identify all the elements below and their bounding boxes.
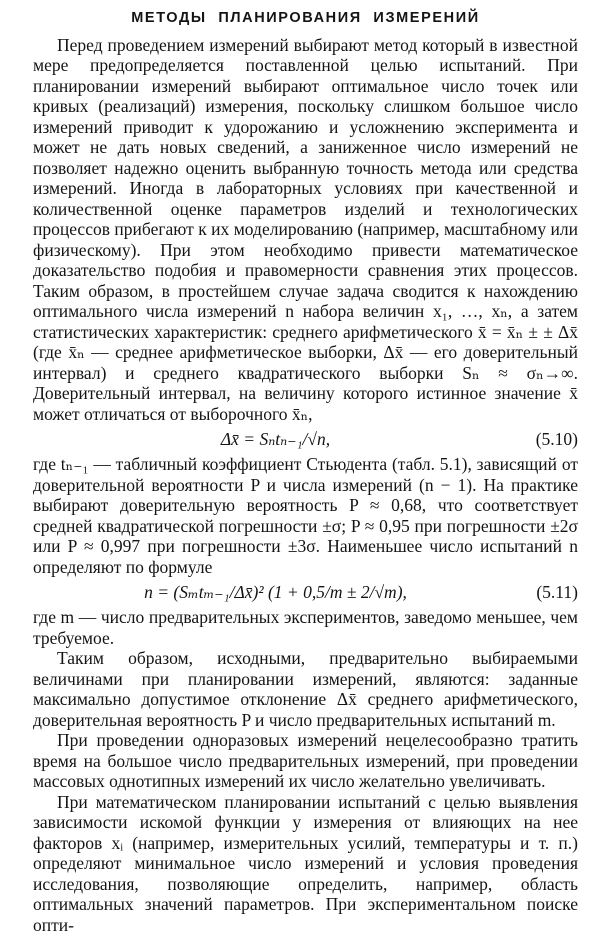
equation-5-11 [33, 577, 578, 607]
paragraph-3: где m — число предварительных экспериментов, заведомо меньшее, чем требуемое. [33, 607, 578, 648]
equation-formula: Δx̄ = Sₙtₙ₋₁/√n, [33, 429, 518, 450]
paragraph-6: При математическом планировании испытаний с целью выявления зависимости искомой функции y измерения от влияющих на нее факторов xᵢ (например, измерительных усилий, температуры и т. п.) определяют минимальное число измерений и условия проведения исследования, позволяющие определить, например, область оптимальных значений параметров. При экспериментальном поиске опти- [33, 792, 578, 935]
equation-5-10 [33, 424, 578, 454]
equation-number: (5.11) [518, 582, 578, 603]
section-title: МЕТОДЫ ПЛАНИРОВАНИЯ ИЗМЕРЕНИЙ [33, 8, 578, 29]
paragraph-4: Таким образом, исходными, предварительно выбираемыми величинами при планировании измерений, являются: заданные максимально допустимое отклонение Δx̄ среднего арифметического, доверительная вероятность P и число предварительных испытаний m. [33, 648, 578, 730]
paragraph-1: Перед проведением измерений выбирают метод который в известной мере предопределяется поставленной целью испытаний. При планировании измерений выбирают оптимальное число точек или кривых (реализаций) измерения, поскольку слишком большое число измерений приводит к удорожанию и усложнению эксперимента и может не дать новых сведений, а заниженное число измерений не позволяет надежно оценить выбранную точность метода или средства измерений. Иногда в лабораторных условиях при качественной и количественной оценке параметров изделий и технологических процессов прибегают к их моделированию (например, масштабному или физическому). При этом необходимо привести математическое доказательство подобия и правомерности сравнения этих процессов. Таким образом, в простейшем случае задача сводится к нахождению оптимального числа измерений n набора величин x₁, …, xₙ, а затем статистических характеристик: среднего арифметического x̄ = x̄ₙ ± ± Δx̄ (где x̄ₙ — среднее арифметическое выборки, Δx̄ — его доверительный интервал) и среднего квадратического выборки Sₙ ≈ σₙ→∞. Доверительный интервал, на величину которого истинное значение x̄ может отличаться от выборочного x̄ₙ, [33, 35, 578, 425]
equation-formula: n = (Sₘtₘ₋₁/Δx̄)² (1 + 0,5/m ± 2/√m), [33, 582, 518, 603]
paragraph-2: где tₙ₋₁ — табличный коэффициент Стьюдента (табл. 5.1), зависящий от доверительной вероятности P и числа измерений (n − 1). На практике выбирают доверительную вероятность P ≈ 0,68, что соответствует средней квадратической погрешности ±σ; P ≈ 0,95 при погрешности ±2σ или P ≈ 0,997 при погрешности ±3σ. Наименьшее число испытаний n определяют по формуле [33, 454, 578, 577]
equation-number: (5.10) [518, 429, 578, 450]
paragraph-5: При проведении одноразовых измерений нецелесообразно тратить время на большое число предварительных измерений, при проведении массовых однотипных измерений их число желательно увеличивать. [33, 730, 578, 792]
